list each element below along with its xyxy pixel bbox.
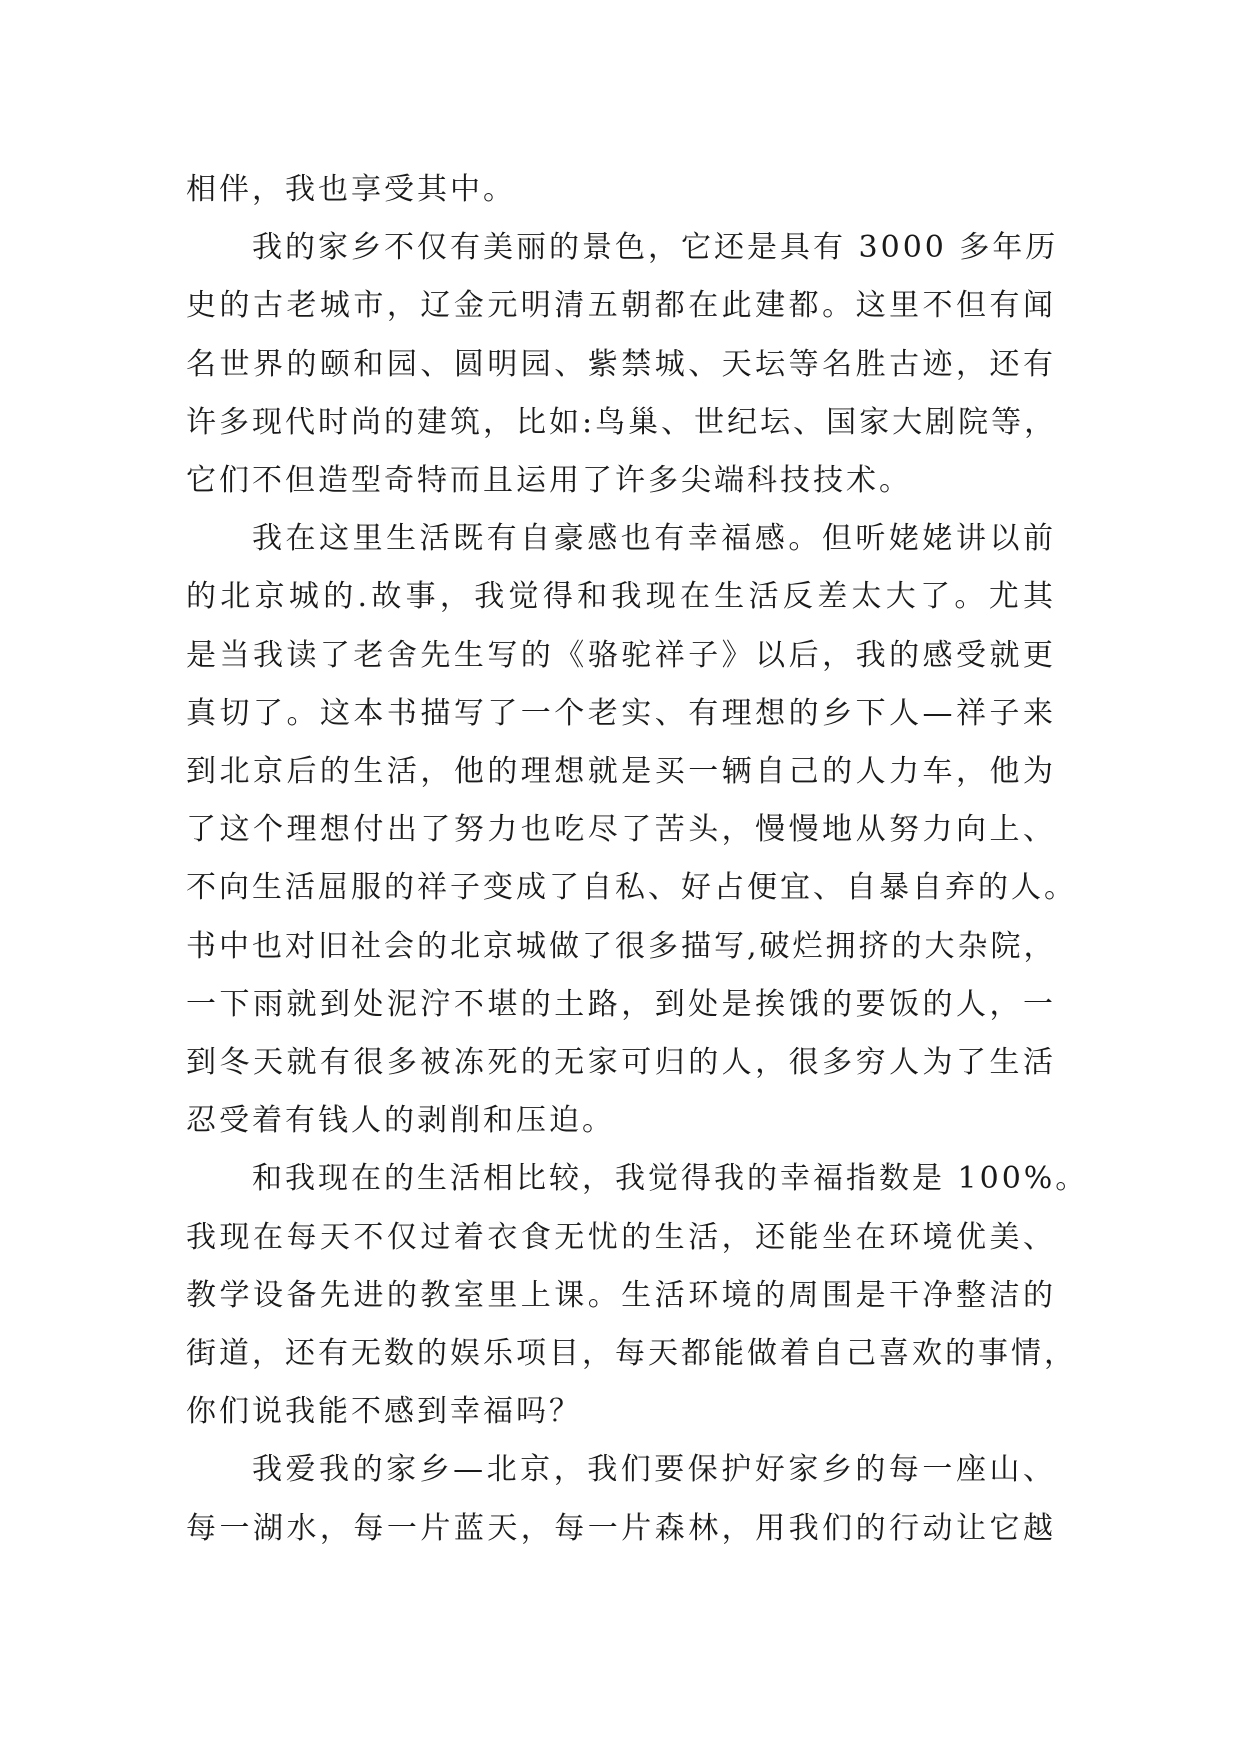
- text-line: 我现在每天不仅过着衣食无忧的生活，还能坐在环境优美、: [186, 1219, 1056, 1255]
- text-line: 真切了。这本书描写了一个老实、有理想的乡下人—祥子来: [186, 695, 1056, 731]
- text-line: 一下雨就到处泥泞不堪的土路，到处是挨饿的要饭的人，一: [186, 986, 1056, 1022]
- text-line: 书中也对旧社会的北京城做了很多描写,破烂拥挤的大杂院，: [186, 928, 1057, 964]
- text-line: 名世界的颐和园、圆明园、紫禁城、天坛等名胜古迹，还有: [186, 346, 1056, 382]
- document-body: [186, 161, 1089, 1558]
- text-line: 忍受着有钱人的剥削和压迫。: [186, 1103, 615, 1139]
- text-line: 史的古老城市，辽金元明清五朝都在此建都。这里不但有闻: [186, 288, 1056, 324]
- text-line: 我爱我的家乡—北京，我们要保护好家乡的每一座山、: [252, 1452, 1056, 1488]
- text-line: 它们不但造型奇特而且运用了许多尖端科技技术。: [186, 463, 912, 499]
- text-line: 我的家乡不仅有美丽的景色，它还是具有 3000 多年历: [252, 230, 1059, 266]
- paragraph: [186, 161, 1056, 219]
- text-line: 教学设备先进的教室里上课。生活环境的周围是干净整洁的: [186, 1277, 1056, 1313]
- text-line: 每一湖水，每一片蓝天，每一片森林，用我们的行动让它越: [186, 1510, 1056, 1546]
- paragraph: [186, 1150, 1089, 1441]
- paragraph: [186, 1441, 1056, 1557]
- text-line: 了这个理想付出了努力也吃尽了苦头，慢慢地从努力向上、: [186, 812, 1056, 848]
- text-line: 到北京后的生活，他的理想就是买一辆自己的人力车，他为: [186, 754, 1056, 790]
- text-line: 是当我读了老舍先生写的《骆驼祥子》以后，我的感受就更: [186, 637, 1056, 673]
- text-line: 的北京城的.故事，我觉得和我现在生活反差太大了。尤其: [186, 579, 1056, 615]
- text-line: 街道，还有无数的娱乐项目，每天都能做着自己喜欢的事情，: [186, 1336, 1077, 1372]
- paragraph: [186, 510, 1077, 1150]
- text-line: 你们说我能不感到幸福吗？: [186, 1394, 582, 1430]
- text-line: 许多现代时尚的建筑，比如:鸟巢、世纪坛、国家大剧院等，: [186, 404, 1058, 440]
- text-line: 和我现在的生活相比较，我觉得我的幸福指数是 100%。: [252, 1161, 1089, 1197]
- text-line: 不向生活屈服的祥子变成了自私、好占便宜、自暴自弃的人。: [186, 870, 1077, 906]
- text-line: 到冬天就有很多被冻死的无家可归的人，很多穷人为了生活: [186, 1045, 1056, 1081]
- text-line: 相伴，我也享受其中。: [186, 172, 516, 207]
- paragraph: [186, 219, 1059, 510]
- text-line: 我在这里生活既有自豪感也有幸福感。但听姥姥讲以前: [252, 521, 1056, 557]
